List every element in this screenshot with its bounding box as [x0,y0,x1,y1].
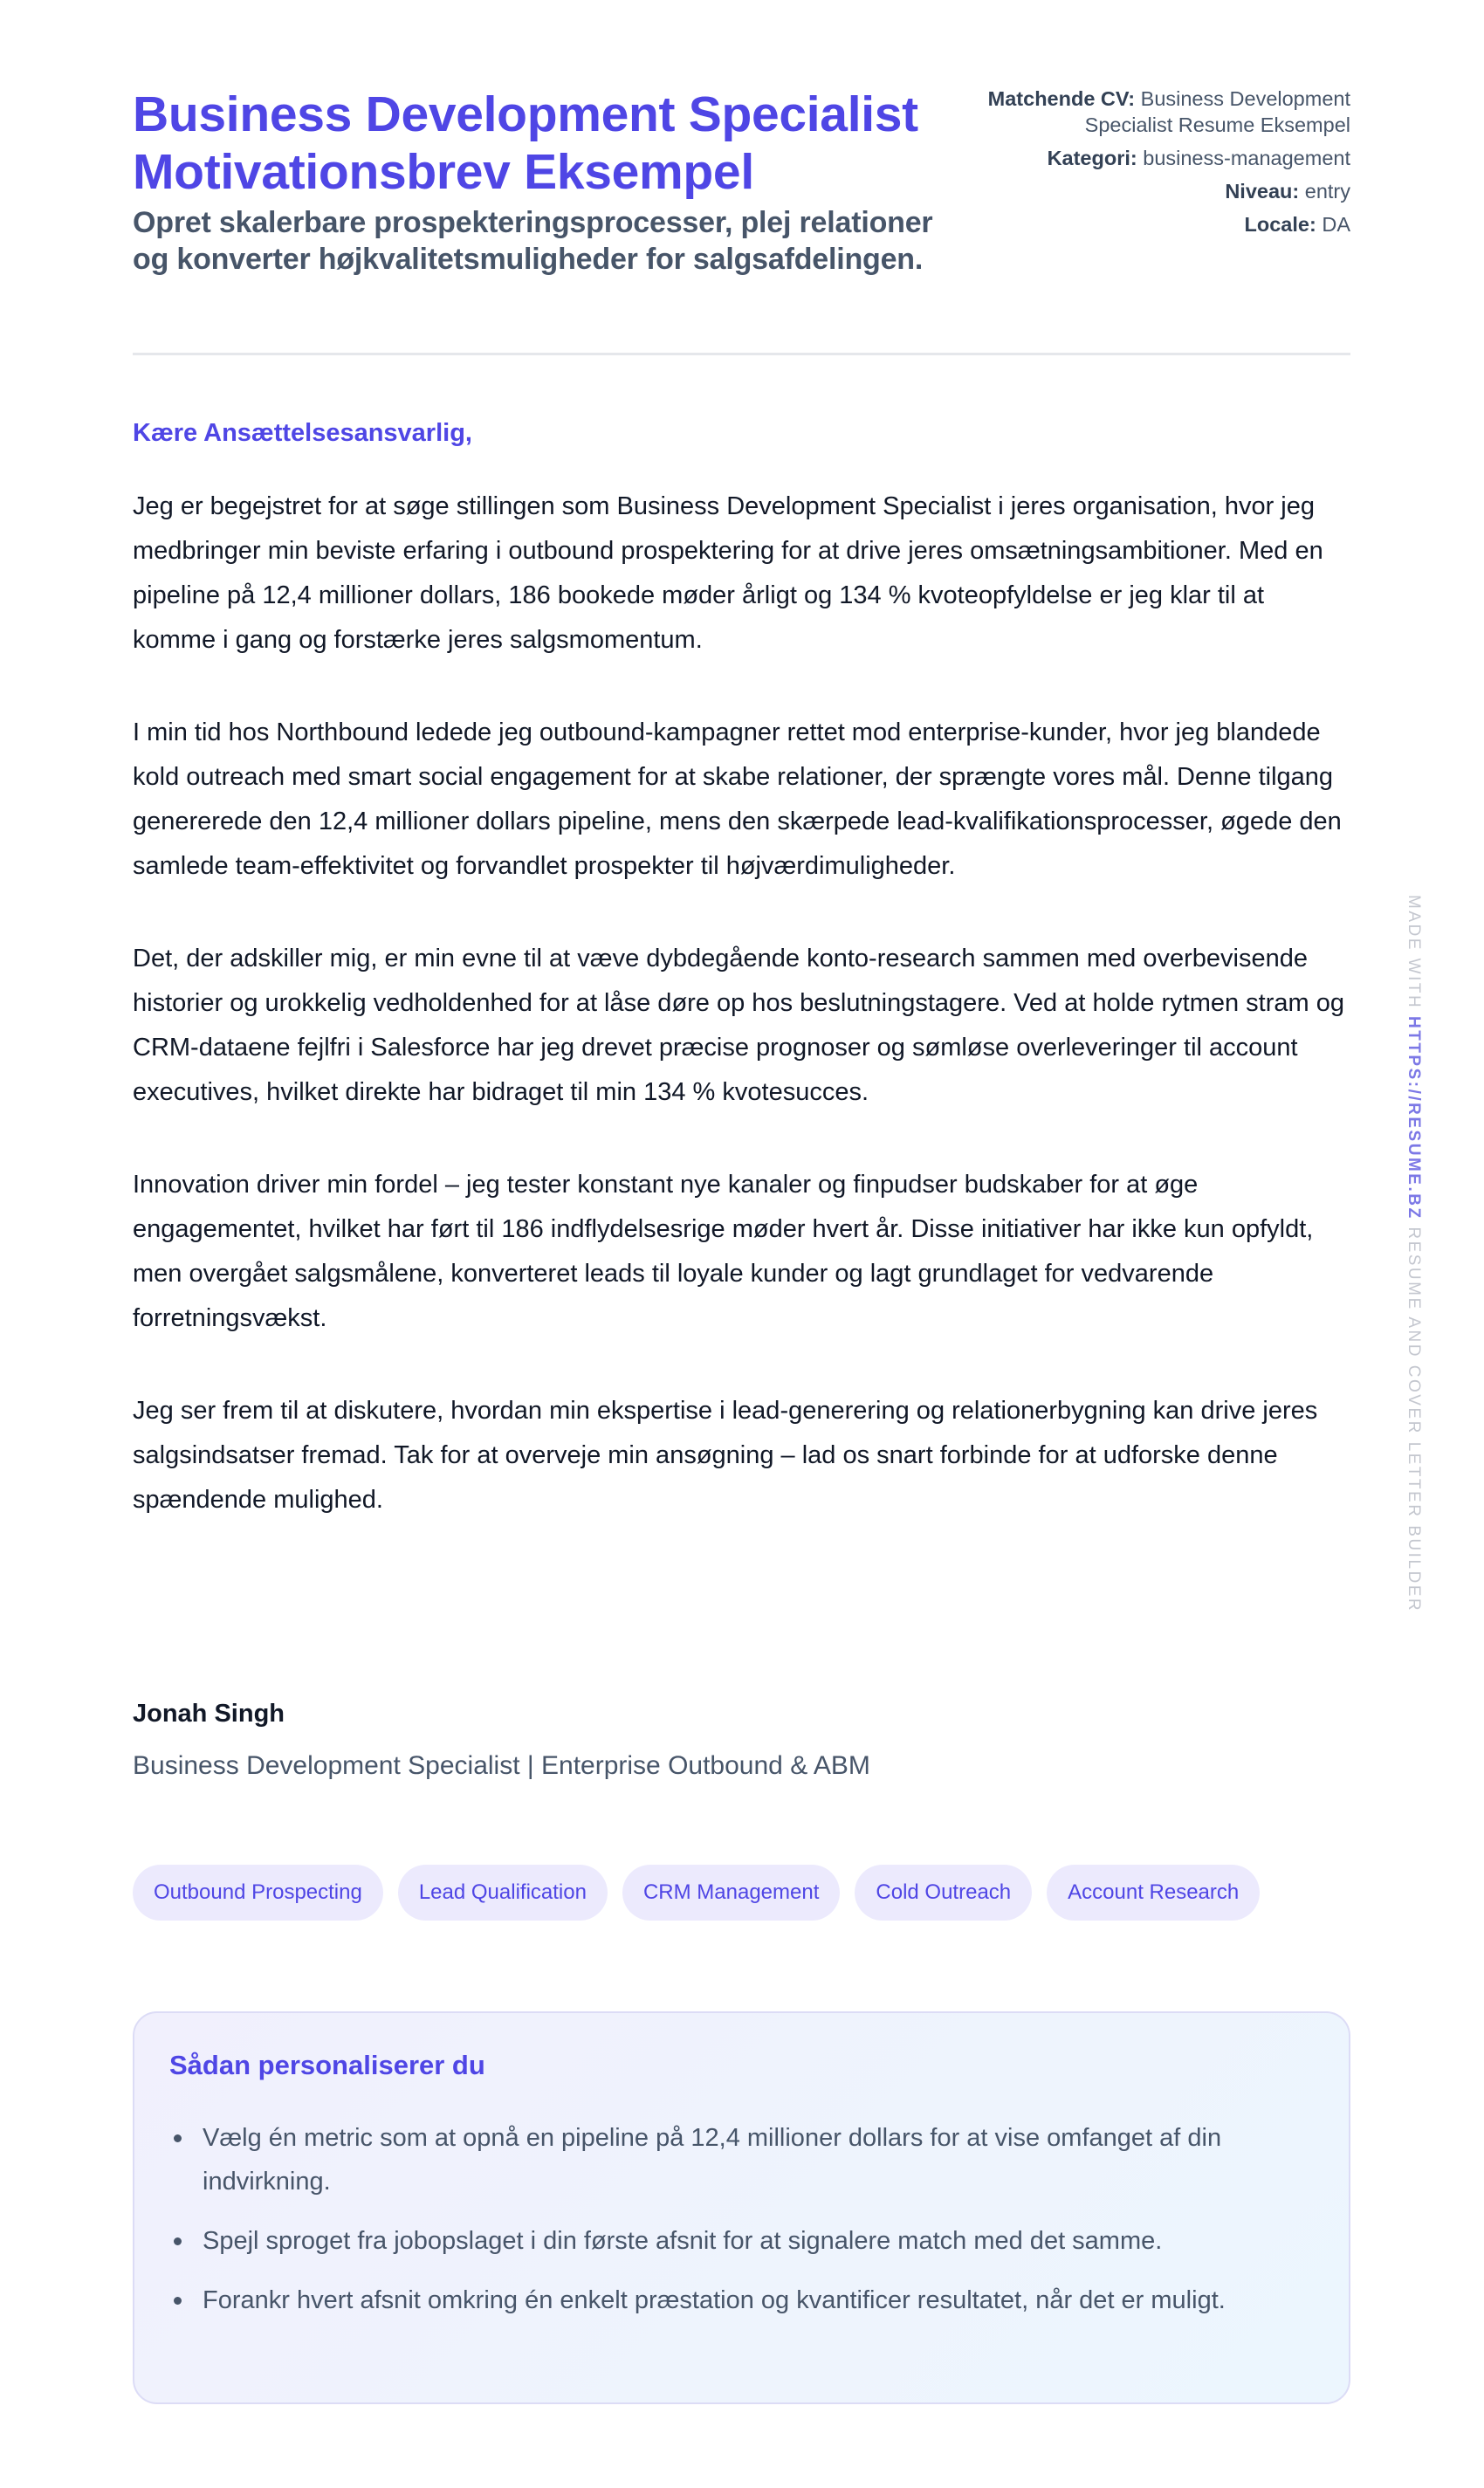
page-title-line-2: Motivationsbrev Eksempel [133,144,754,200]
meta-value-level: entry [1304,180,1350,203]
page-subtitle: Opret skalerbare prospekteringsprocesser, plej relationer og konverter højkvalitetsmuligheder for salgsafdelingen. [133,206,933,276]
tip-text: Forankr hvert afsnit omkring én enkelt præstation og kvantificer resultatet, når det er muligt. [203,2286,1226,2314]
tips-list [169,2116,1314,2322]
letter-paragraph: Det, der adskiller mig, er min evne til at væve dybdegående konto-research sammen med overbevisende historier og urokkelig vedholdenhed for at låse døre op hos beslutningstagere. Ved at holde rytmen stram og CRM-dataene fejlfri i Salesforce har jeg drevet præcise prognoser og sømløse overleveringer til account executives, hvilket direkte har bidraget til min 134 % kvotesucces. [133,945,1344,1106]
letter-paragraph: Jeg ser frem til at diskutere, hvordan min ekspertise i lead-generering og relationerbygning kan drive jeres salgsindsatser fremad. Tak for at overveje min ansøgning – lad os snart forbinde for at udforske denne spændende mulighed. [133,1397,1318,1514]
skill-chip: Lead Qualification [398,1865,608,1921]
meta-label: Kategori: [1047,147,1137,169]
vertical-watermark [1404,895,1423,1612]
signature-role: Business Development Specialist | Enterprise Outbound & ABM [133,1751,870,1780]
watermark-link[interactable]: HTTPS://RESUME.BZ [1405,1016,1423,1220]
letter-paragraph: Jeg er begejstret for at søge stillingen som Business Development Specialist i jeres organisation, hvor jeg medbringer min beviste erfaring i outbound prospektering for at drive jeres omsætningsambitioner. Med en pipeline på 12,4 millioner dollars, 186 bookede møder årligt og 134 % kvoteopfyldelse er jeg klar til at komme i gang og forstærke jeres salgsmomentum. [133,492,1323,654]
signature-name: Jonah Singh [133,1700,285,1728]
page-title-line-1: Business Development Specialist [133,86,918,142]
tip-text: Vælg én metric som at opnå en pipeline på 12,4 millioner dollars for at vise omfanget af din indvirkning. [203,2124,1222,2196]
watermark-prefix: MADE WITH [1405,895,1423,1010]
meta-matching-cv [984,86,1350,138]
skill-chip: Outbound Prospecting [133,1865,383,1921]
meta-category [984,145,1350,171]
tip-item [169,2219,1314,2263]
meta-label: Matchende CV: [987,87,1136,110]
bullet-icon [174,2134,182,2142]
meta-locale [984,211,1350,237]
bullet-icon [174,2237,182,2245]
skill-chip: CRM Management [622,1865,840,1921]
watermark-suffix: RESUME AND COVER LETTER BUILDER [1405,1227,1423,1613]
signature-block [133,1697,870,1784]
meta-label: Niveau: [1225,180,1300,203]
skill-chips [133,1865,1260,1921]
bullet-icon [174,2297,182,2305]
personalization-tips [133,2011,1350,2404]
letter-paragraph: Innovation driver min fordel – jeg tester konstant nye kanaler og finpudser budskaber for at øge engagementet, hvilket har ført til 186 indflydelsesrige møder hvert år. Disse initiativer har ikke kun opfyldt, men overgået salgsmålene, konverteret leads til loyale kunder og lagt grundlaget for vedvarende forretningsvækst. [133,1171,1314,1332]
tip-text: Spejl sproget fra jobopslaget i din første afsnit for at signalere match med det samme. [203,2227,1163,2255]
meta-value-locale: DA [1322,213,1350,236]
meta-label: Locale: [1244,213,1316,236]
meta-value-matching-cv[interactable]: Business Development Specialist Resume Eksempel [1084,87,1350,136]
title-block [133,86,971,278]
page-header [133,86,1350,347]
meta-panel [984,86,1350,244]
meta-level [984,178,1350,204]
skill-chip: Account Research [1047,1865,1260,1921]
tips-title: Sådan personaliserer du [169,2050,485,2080]
header-divider [133,353,1350,355]
letter-body [133,485,1350,1570]
page-title [133,86,971,201]
letter-greeting: Kære Ansættelsesansvarlig, [133,419,472,447]
meta-value-category: business-management [1143,147,1350,169]
tip-item [169,2116,1314,2203]
skill-chip: Cold Outreach [855,1865,1032,1921]
letter-paragraph: I min tid hos Northbound ledede jeg outbound-kampagner rettet mod enterprise-kunder, hvor jeg blandede kold outreach med smart social engagement for at skabe relationer, der sprængte vores mål. Denne tilgang genererede den 12,4 millioner dollars pipeline, mens den skærpede lead-kvalifikationsprocesser, øgede den samlede team-effektivitet og forvandlet prospekter til højværdimuligheder. [133,718,1342,880]
tip-item [169,2278,1314,2322]
